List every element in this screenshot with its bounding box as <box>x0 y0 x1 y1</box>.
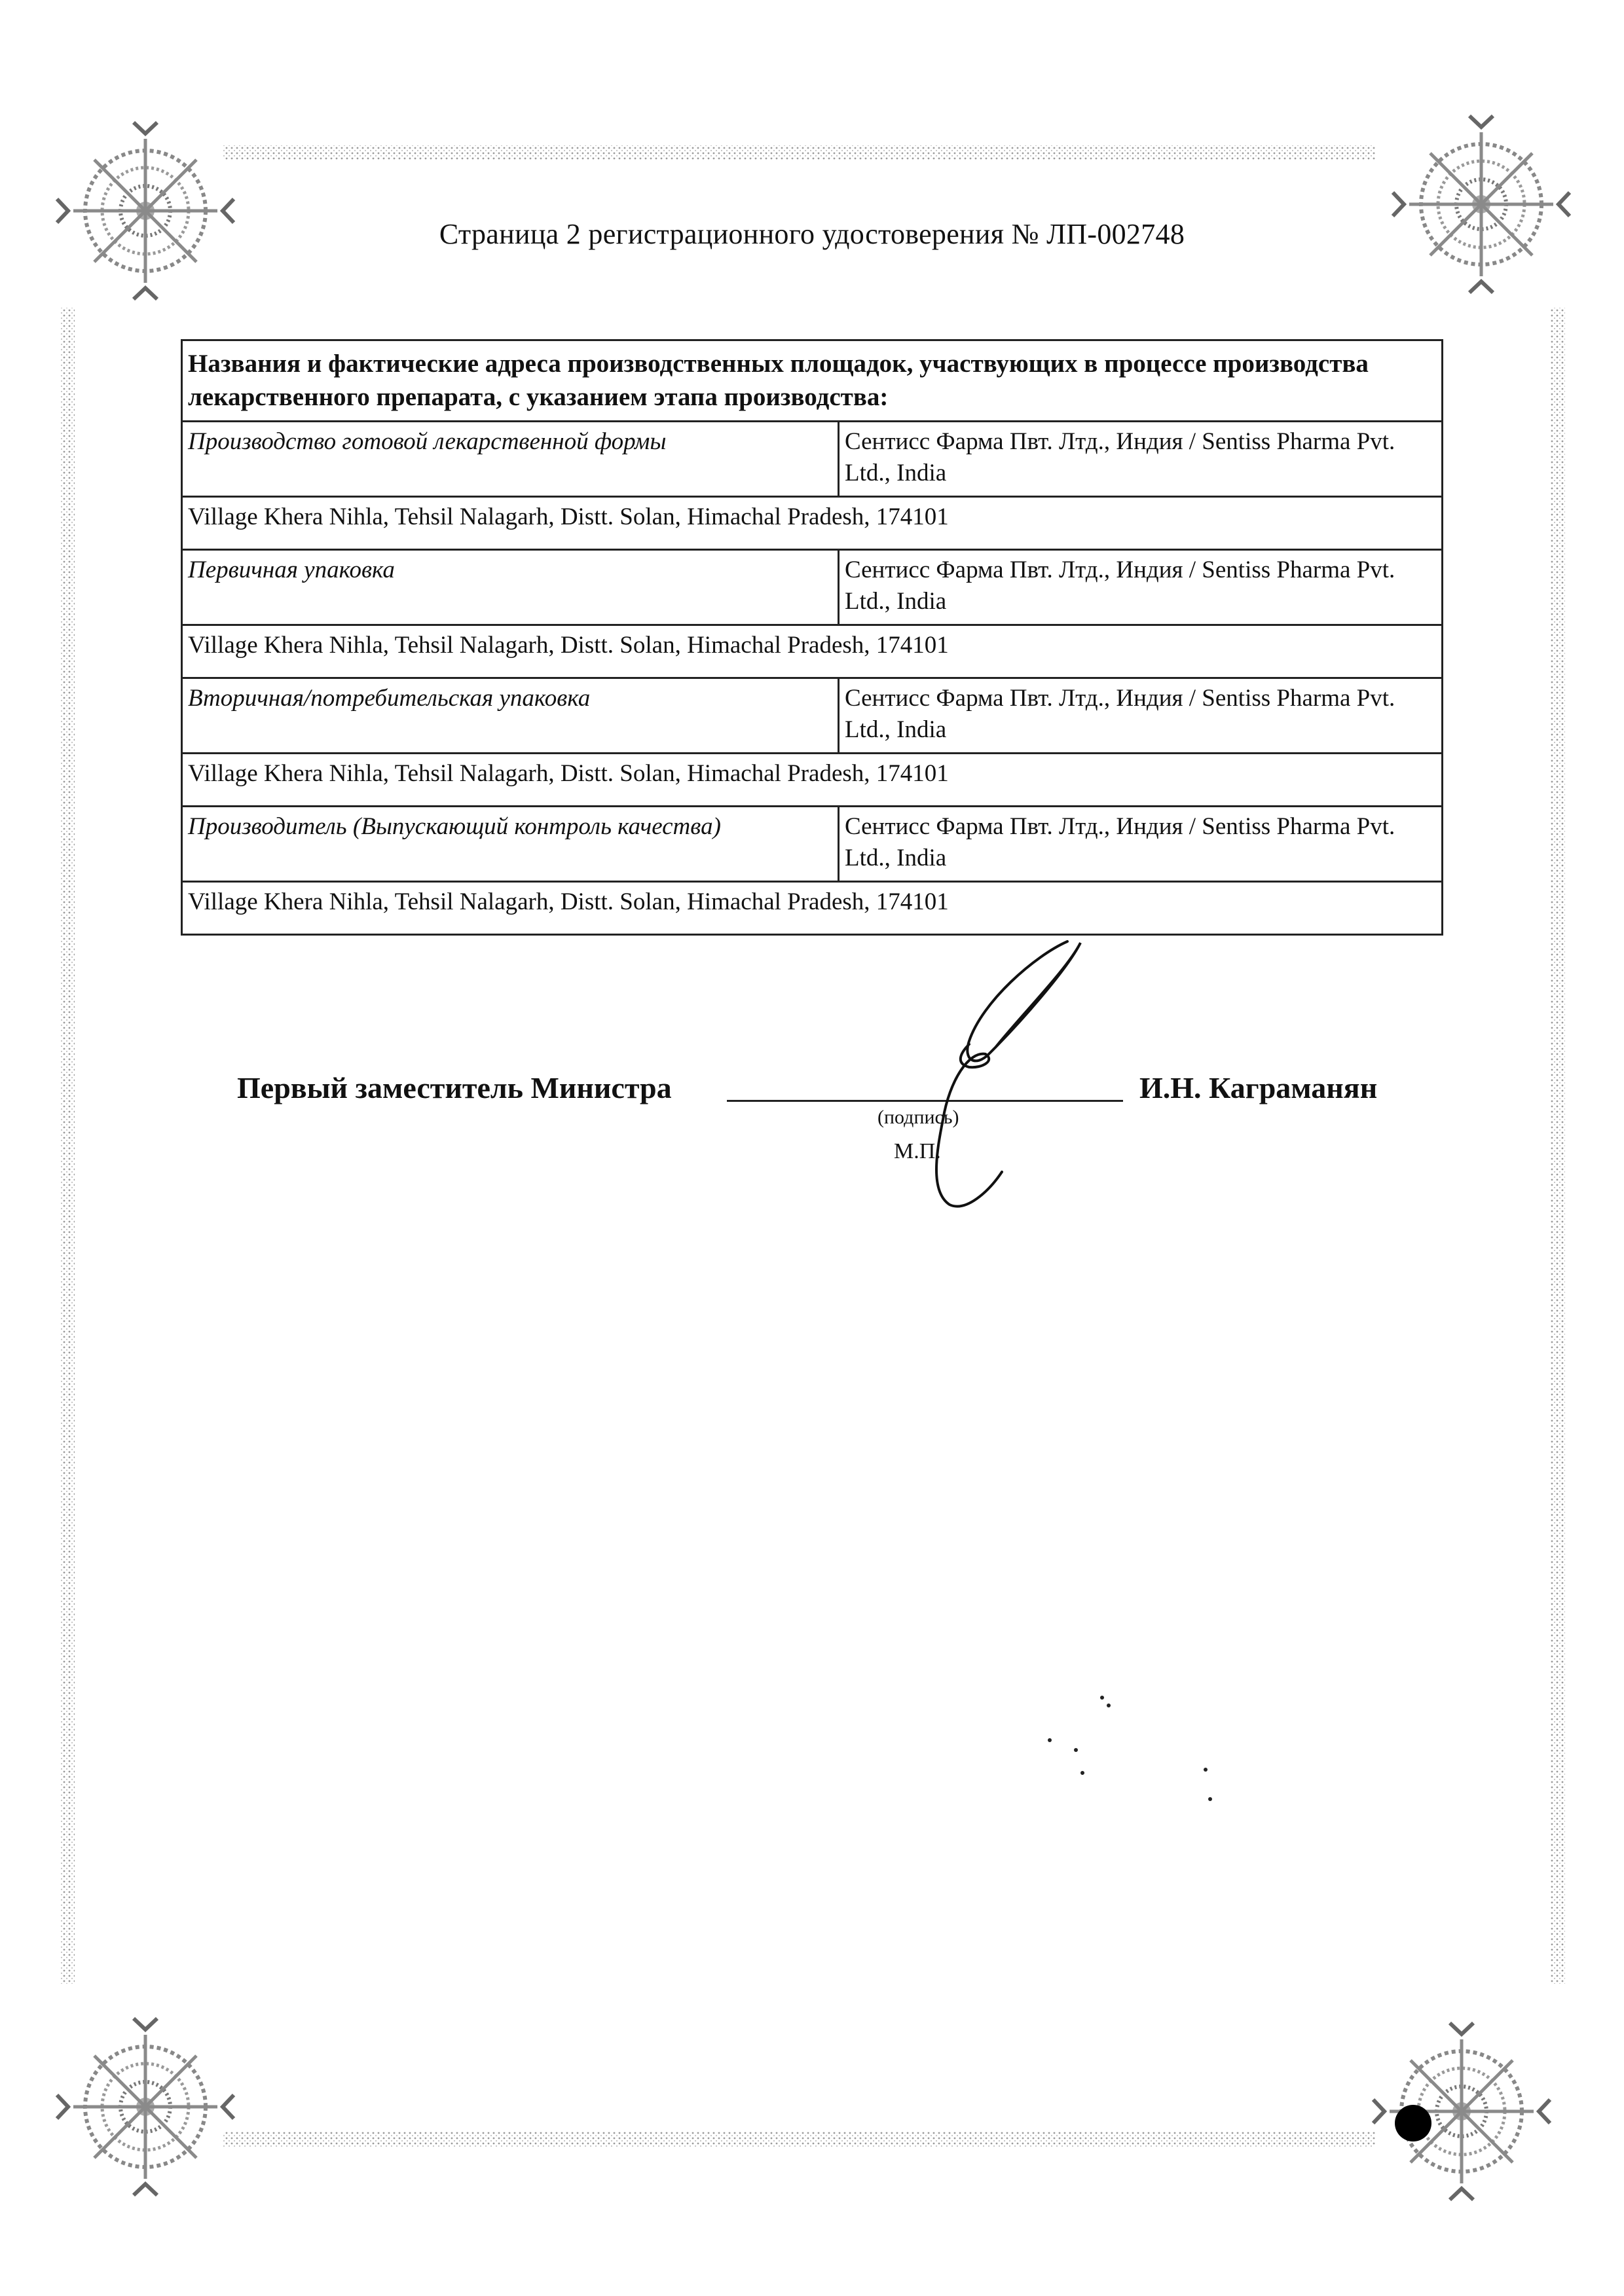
scan-speck <box>1048 1738 1052 1742</box>
company-cell: Сентисс Фарма Пвт. Лтд., Индия / Sentiss Pharma Pvt. Ltd., India <box>839 422 1443 497</box>
table-row <box>182 497 1443 550</box>
address-cell: Village Khera Nihla, Tehsil Nalagarh, Distt. Solan, Himachal Pradesh, 174101 <box>182 754 1443 807</box>
table-row <box>182 807 1443 882</box>
scan-speck <box>1074 1748 1078 1752</box>
table-row <box>182 882 1443 935</box>
seal-caption: М.П. <box>894 1139 941 1163</box>
company-cell: Сентисс Фарма Пвт. Лтд., Индия / Sentiss Pharma Pvt. Ltd., India <box>839 550 1443 625</box>
scan-speck <box>1107 1704 1111 1707</box>
table-heading: Названия и фактические адреса производственных площадок, участвующих в процессе производства лекарственного препарата, с указанием этапа производства: <box>182 340 1443 422</box>
scan-speck <box>1208 1797 1212 1801</box>
stage-cell: Вторичная/потребительская упаковка <box>182 678 839 754</box>
production-sites-table <box>181 339 1443 936</box>
scan-speck <box>1204 1768 1208 1772</box>
company-cell: Сентисс Фарма Пвт. Лтд., Индия / Sentiss Pharma Pvt. Ltd., India <box>839 678 1443 754</box>
table-row <box>182 550 1443 625</box>
table-row <box>182 422 1443 497</box>
table-row <box>182 625 1443 678</box>
stage-cell: Производитель (Выпускающий контроль качества) <box>182 807 839 882</box>
stage-cell: Первичная упаковка <box>182 550 839 625</box>
address-cell: Village Khera Nihla, Tehsil Nalagarh, Distt. Solan, Himachal Pradesh, 174101 <box>182 625 1443 678</box>
handwritten-signature <box>871 930 1107 1231</box>
company-cell: Сентисс Фарма Пвт. Лтд., Индия / Sentiss Pharma Pvt. Ltd., India <box>839 807 1443 882</box>
scan-speck <box>1100 1696 1104 1700</box>
signatory-position: Первый заместитель Министра <box>237 1071 672 1104</box>
address-cell: Village Khera Nihla, Tehsil Nalagarh, Distt. Solan, Himachal Pradesh, 174101 <box>182 497 1443 550</box>
signatory-name: И.Н. Каграманян <box>1139 1071 1378 1104</box>
address-cell: Village Khera Nihla, Tehsil Nalagarh, Distt. Solan, Himachal Pradesh, 174101 <box>182 882 1443 935</box>
page-title: Страница 2 регистрационного удостоверения № ЛП-002748 <box>439 218 1185 250</box>
signature-caption: (подпись) <box>877 1106 959 1128</box>
ink-blot <box>1395 2105 1431 2141</box>
table-row <box>182 754 1443 807</box>
table-row <box>182 678 1443 754</box>
scan-speck <box>1080 1771 1084 1775</box>
stage-cell: Производство готовой лекарственной формы <box>182 422 839 497</box>
